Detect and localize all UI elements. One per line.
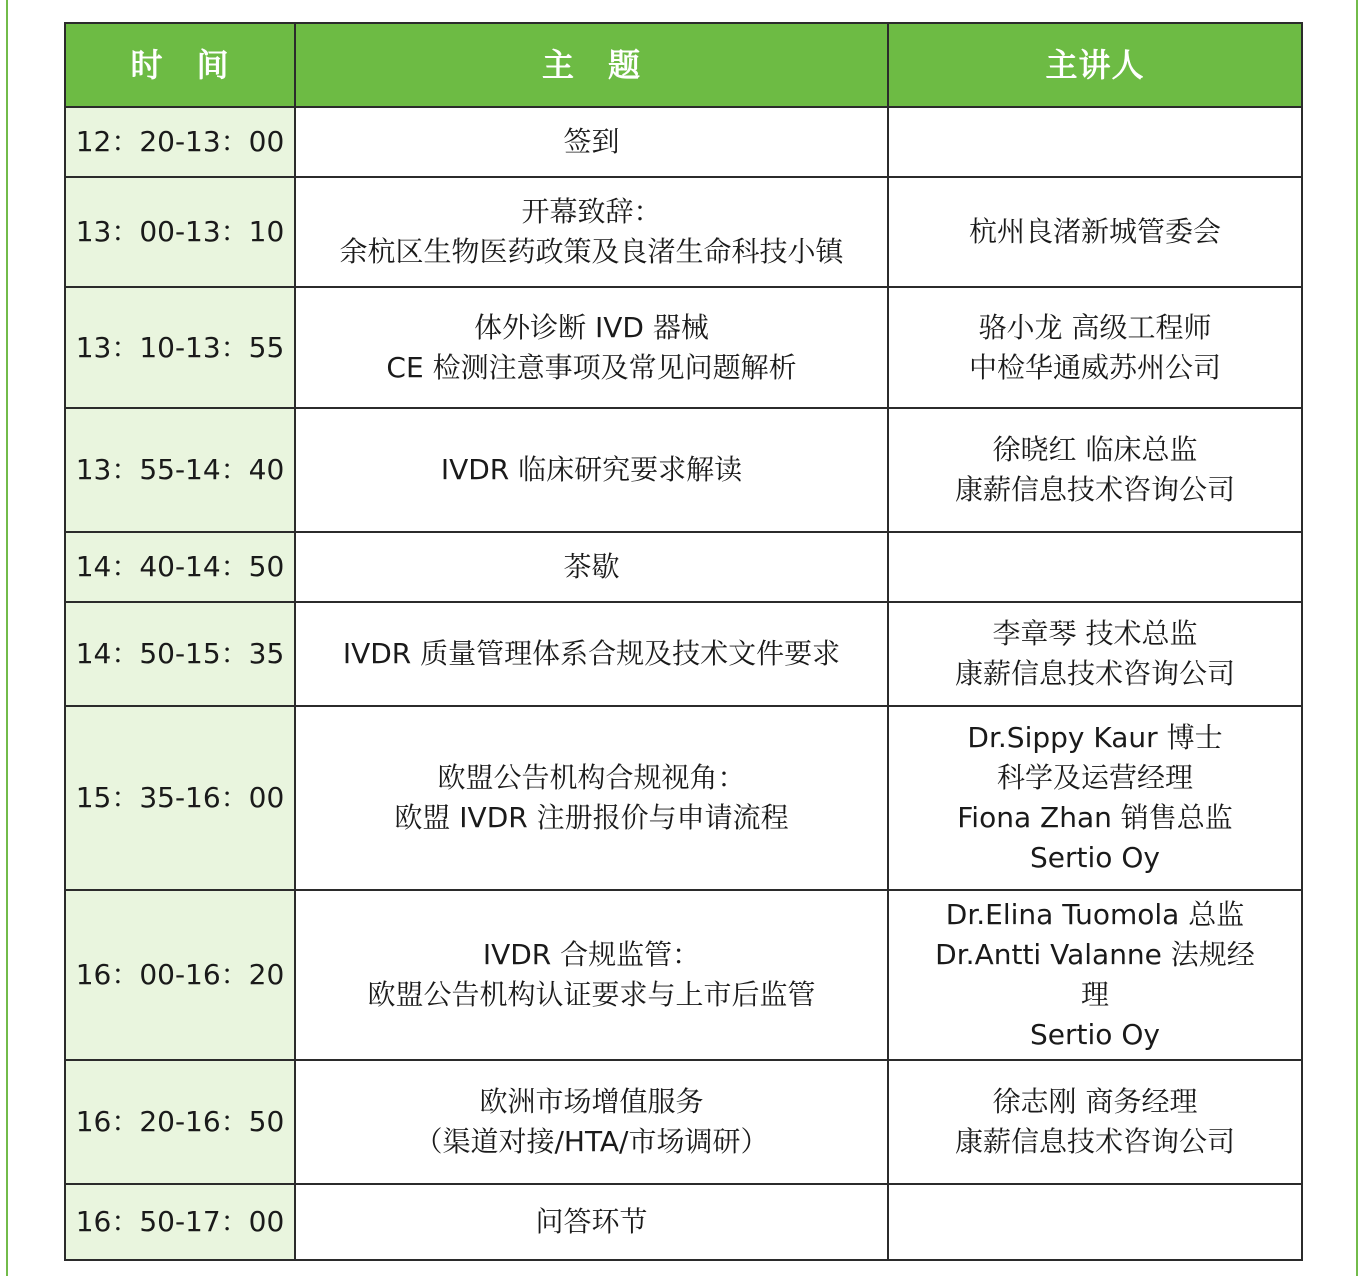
topic-cell: 开幕致辞： 余杭区生物医药政策及良渚生命科技小镇 [295, 177, 888, 287]
speaker-cell: 徐晓红 临床总监 康薪信息技术咨询公司 [888, 408, 1302, 532]
topic-cell: IVDR 临床研究要求解读 [295, 408, 888, 532]
speaker-cell [888, 1184, 1302, 1260]
header-row [65, 23, 1302, 107]
time-cell: 13：55-14：40 [65, 408, 295, 532]
topic-cell: 欧洲市场增值服务 （渠道对接/HTA/市场调研） [295, 1060, 888, 1184]
time-cell: 12：20-13：00 [65, 107, 295, 177]
header-time: 时 间 [65, 23, 295, 107]
table-row [65, 532, 1302, 602]
table-row [65, 890, 1302, 1060]
time-cell: 16：20-16：50 [65, 1060, 295, 1184]
time-cell: 16：50-17：00 [65, 1184, 295, 1260]
header-topic: 主 题 [295, 23, 888, 107]
time-cell: 14：40-14：50 [65, 532, 295, 602]
time-cell: 14：50-15：35 [65, 602, 295, 706]
table-row [65, 1060, 1302, 1184]
table-row [65, 107, 1302, 177]
time-cell: 15：35-16：00 [65, 706, 295, 890]
topic-cell: 体外诊断 IVD 器械 CE 检测注意事项及常见问题解析 [295, 287, 888, 408]
agenda-table [64, 22, 1303, 1261]
topic-cell: 签到 [295, 107, 888, 177]
speaker-cell: 骆小龙 高级工程师 中检华通威苏州公司 [888, 287, 1302, 408]
topic-cell: 茶歇 [295, 532, 888, 602]
speaker-cell [888, 107, 1302, 177]
table-row [65, 706, 1302, 890]
time-cell: 13：00-13：10 [65, 177, 295, 287]
speaker-cell: 徐志刚 商务经理 康薪信息技术咨询公司 [888, 1060, 1302, 1184]
table-row [65, 287, 1302, 408]
table-row [65, 177, 1302, 287]
table-row [65, 1184, 1302, 1260]
speaker-cell: Dr.Elina Tuomola 总监 Dr.Antti Valanne 法规经 理 Sertio Oy [888, 890, 1302, 1060]
topic-cell: 欧盟公告机构合规视角： 欧盟 IVDR 注册报价与申请流程 [295, 706, 888, 890]
table-row [65, 408, 1302, 532]
header-speaker: 主讲人 [888, 23, 1302, 107]
speaker-cell: Dr.Sippy Kaur 博士 科学及运营经理 Fiona Zhan 销售总监 Sertio Oy [888, 706, 1302, 890]
time-cell: 16：00-16：20 [65, 890, 295, 1060]
speaker-cell: 杭州良渚新城管委会 [888, 177, 1302, 287]
topic-cell: IVDR 合规监管： 欧盟公告机构认证要求与上市后监管 [295, 890, 888, 1060]
table-row [65, 602, 1302, 706]
speaker-cell [888, 532, 1302, 602]
topic-cell: IVDR 质量管理体系合规及技术文件要求 [295, 602, 888, 706]
time-cell: 13：10-13：55 [65, 287, 295, 408]
topic-cell: 问答环节 [295, 1184, 888, 1260]
speaker-cell: 李章琴 技术总监 康薪信息技术咨询公司 [888, 602, 1302, 706]
